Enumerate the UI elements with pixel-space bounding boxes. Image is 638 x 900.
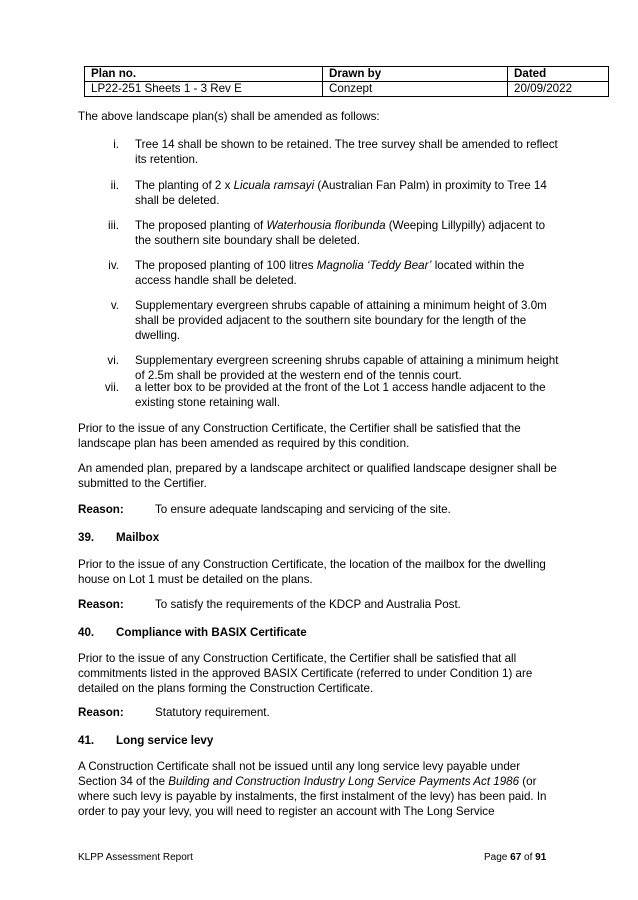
certifier-paragraph: Prior to the issue of any Construction Certificate, the Certifier shall be satisfied that the landscape plan has been amended as required by this condition. [78,422,521,451]
section-40-heading: 40. Compliance with BASIX Certificate [78,626,307,639]
amendment-item-6: Supplementary evergreen screening shrubs capable of attaining a minimum height of 2.5m shall be provided at the western end of the tennis court. [135,354,559,383]
cell-plan-no: LP22-251 Sheets 1 - 3 Rev E [85,82,323,97]
reason-landscape: Reason: To ensure adequate landscaping and servicing of the site. [78,503,451,516]
levy-paragraph: A Construction Certificate shall not be issued until any long service levy payable under Section 34 of the Building and Construction Industry Long Service Payments Act 1986 (or where such levy is payable by instalments, the first instalment of the levy) has been paid. In order to pay your levy, you will need to register an account with The Long Service [78,760,547,819]
header-drawn-by: Drawn by [323,67,508,82]
amendment-item-1: Tree 14 shall be shown to be retained. The tree survey shall be amended to reflect its retention. [135,138,558,167]
section-41-heading: 41. Long service levy [78,734,214,747]
amendment-item-5: Supplementary evergreen shrubs capable of attaining a minimum height of 3.0m shall be provided adjacent to the southern site boundary for the length of the dwelling. [135,299,547,343]
list-number: i. [113,138,119,151]
mailbox-paragraph: Prior to the issue of any Construction Certificate, the location of the mailbox for the dwelling house on Lot 1 must be detailed on the plans. [78,558,546,587]
reason-mailbox: Reason: To satisfy the requirements of the KDCP and Australia Post. [78,598,461,611]
basix-paragraph: Prior to the issue of any Construction Certificate, the Certifier shall be satisfied that all commitments listed in the approved BASIX Certificate (referred to under Condition 1) are detailed on the plans forming the Construction Certificate. [78,652,533,696]
footer-report-title: KLPP Assessment Report [78,852,193,863]
list-number: ii. [110,179,119,192]
amendment-item-2: The planting of 2 x Licuala ramsayi (Australian Fan Palm) in proximity to Tree 14 shall be deleted. [135,179,547,208]
cell-drawn-by: Conzept [323,82,508,97]
intro-paragraph: The above landscape plan(s) shall be amended as follows: [78,110,380,123]
table-header-row [85,67,609,82]
amended-plan-paragraph: An amended plan, prepared by a landscape architect or qualified landscape designer shall be submitted to the Certifier. [78,462,557,491]
footer-page-number: Page 67 of 91 [484,852,547,863]
reason-basix: Reason: Statutory requirement. [78,706,270,719]
amendment-item-7: a letter box to be provided at the front of the Lot 1 access handle adjacent to the existing stone retaining wall. [135,381,546,410]
list-number: vii. [104,381,119,394]
amendment-item-4: The proposed planting of 100 litres Magnolia ‘Teddy Bear’ located within the access handle shall be deleted. [135,259,525,288]
list-number: v. [110,299,119,312]
section-39-heading: 39. Mailbox [78,531,160,544]
header-dated: Dated [508,67,609,82]
list-number: iii. [108,219,119,232]
cell-dated: 20/09/2022 [508,82,609,97]
table-row [85,82,609,97]
list-number: iv. [108,259,119,272]
header-plan-no: Plan no. [85,67,323,82]
list-number: vi. [107,354,119,367]
plans-table [84,66,609,97]
amendment-item-3: The proposed planting of Waterhousia floribunda (Weeping Lillypilly) adjacent to the southern site boundary shall be deleted. [135,219,546,248]
